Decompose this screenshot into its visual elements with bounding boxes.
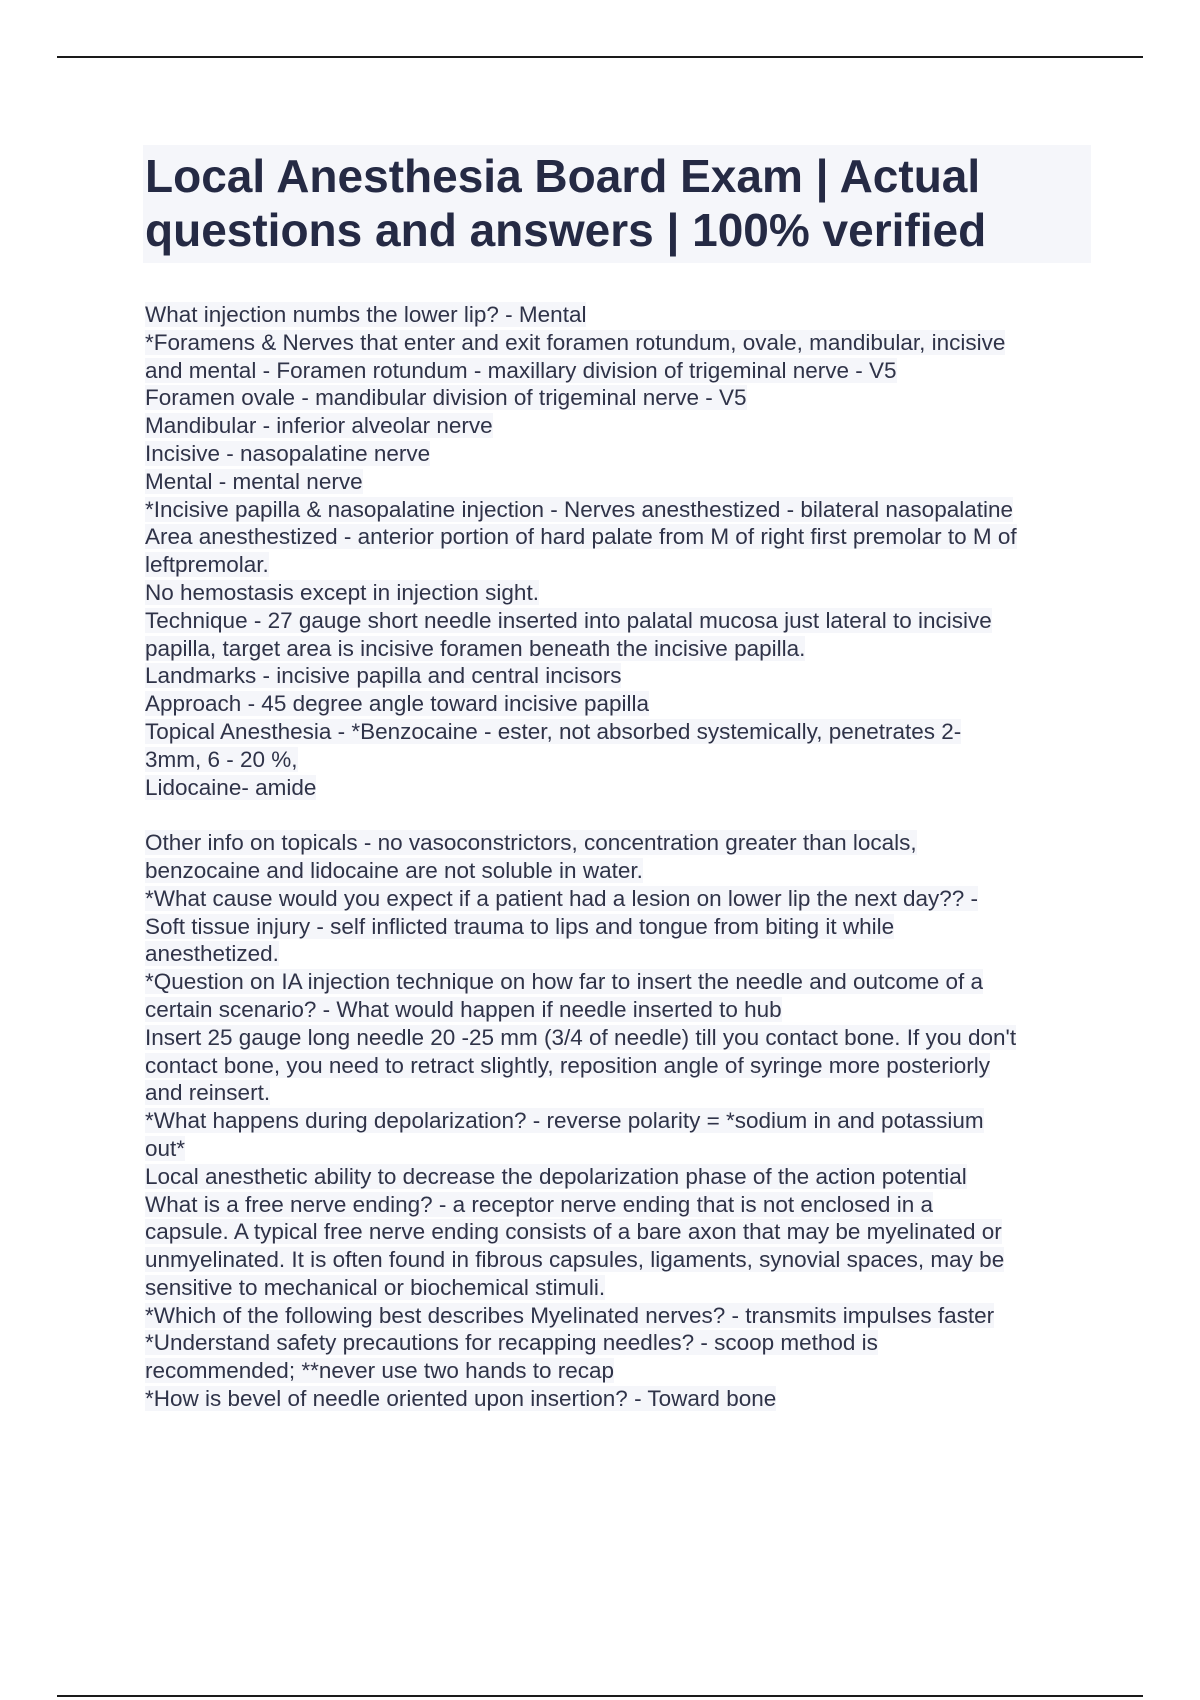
body-line: Incisive - nasopalatine nerve <box>145 440 431 466</box>
body-line: *Foramens & Nerves that enter and exit foramen rotundum, ovale, mandibular, incisive <box>145 329 1006 355</box>
document-body <box>145 301 1095 1413</box>
body-line: *Which of the following best describes Myelinated nerves? - transmits impulses faster <box>145 1302 995 1328</box>
body-blank-line <box>145 801 1095 829</box>
body-line: Insert 25 gauge long needle 20 -25 mm (3/4 of needle) till you contact bone. If you don't <box>145 1024 1017 1050</box>
body-line: Soft tissue injury - self inflicted trauma to lips and tongue from biting it while <box>145 913 895 939</box>
body-line: *Incisive papilla & nasopalatine injection - Nerves anesthestized - bilateral nasopalatine <box>145 496 1014 522</box>
body-line: Approach - 45 degree angle toward incisive papilla <box>145 691 650 717</box>
body-line: What is a free nerve ending? - a receptor nerve ending that is not enclosed in a <box>145 1191 933 1217</box>
body-line: Lidocaine- amide <box>145 774 317 800</box>
body-line: Local anesthetic ability to decrease the depolarization phase of the action potential <box>145 1163 967 1189</box>
body-line: Other info on topicals - no vasoconstrictors, concentration greater than locals, <box>145 830 917 856</box>
top-divider <box>57 56 1143 58</box>
body-line: *What cause would you expect if a patient had a lesion on lower lip the next day?? - <box>145 885 979 911</box>
body-line: contact bone, you need to retract slightly, reposition angle of syringe more posteriorly <box>145 1052 991 1078</box>
body-line: No hemostasis except in injection sight. <box>145 579 539 605</box>
body-line: Topical Anesthesia - *Benzocaine - ester, not absorbed systemically, penetrates 2- <box>145 718 962 744</box>
document-title <box>143 145 1091 263</box>
title-line-2: questions and answers | 100% verified <box>145 204 987 256</box>
title-line-1: Local Anesthesia Board Exam | Actual <box>145 150 981 202</box>
body-line: out* <box>145 1135 186 1161</box>
body-line: Landmarks - incisive papilla and central incisors <box>145 663 622 689</box>
body-line: *What happens during depolarization? - reverse polarity = *sodium in and potassium <box>145 1108 984 1134</box>
body-line: *Question on IA injection technique on how far to insert the needle and outcome of a <box>145 969 984 995</box>
body-line: certain scenario? - What would happen if needle inserted to hub <box>145 996 782 1022</box>
body-line: Technique - 27 gauge short needle inserted into palatal mucosa just lateral to incisive <box>145 607 992 633</box>
body-line: 3mm, 6 - 20 %, <box>145 746 298 772</box>
body-line: and reinsert. <box>145 1080 271 1106</box>
body-line: *Understand safety precautions for recapping needles? - scoop method is <box>145 1330 878 1356</box>
body-line: Area anesthestized - anterior portion of hard palate from M of right first premolar to M of <box>145 524 1017 550</box>
body-line: and mental - Foramen rotundum - maxillary division of trigeminal nerve - V5 <box>145 357 897 383</box>
body-line: benzocaine and lidocaine are not soluble in water. <box>145 857 643 883</box>
body-line: papilla, target area is incisive foramen beneath the incisive papilla. <box>145 635 806 661</box>
body-line: anesthetized. <box>145 941 279 967</box>
body-line: Mental - mental nerve <box>145 468 363 494</box>
body-line: Mandibular - inferior alveolar nerve <box>145 413 493 439</box>
body-line: unmyelinated. It is often found in fibrous capsules, ligaments, synovial spaces, may be <box>145 1247 1005 1273</box>
body-line: What injection numbs the lower lip? - Mental <box>145 302 587 327</box>
body-line: recommended; **never use two hands to recap <box>145 1358 615 1384</box>
body-line: leftpremolar. <box>145 552 269 578</box>
body-line: Foramen ovale - mandibular division of trigeminal nerve - V5 <box>145 385 747 411</box>
body-line: *How is bevel of needle oriented upon insertion? - Toward bone <box>145 1386 777 1412</box>
body-line: sensitive to mechanical or biochemical stimuli. <box>145 1274 606 1300</box>
bottom-divider <box>57 1695 1143 1697</box>
body-line: capsule. A typical free nerve ending consists of a bare axon that may be myelinated or <box>145 1219 1002 1245</box>
